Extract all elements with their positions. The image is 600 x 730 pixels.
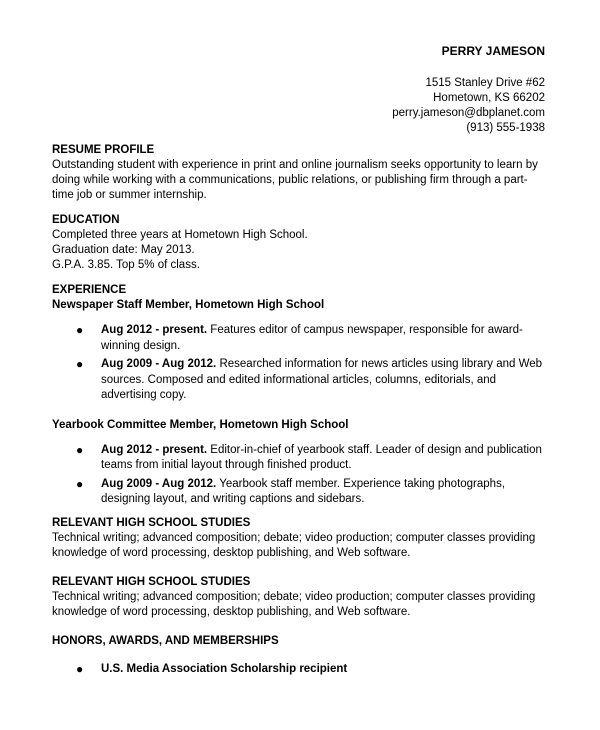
- bullet-icon: ●: [76, 476, 84, 491]
- profile-heading: RESUME PROFILE: [52, 144, 155, 156]
- contact-block: [392, 76, 545, 136]
- studies-heading: RELEVANT HIGH SCHOOL STUDIES: [52, 516, 251, 529]
- bullet-icon: ●: [76, 442, 84, 457]
- education-line: Completed three years at Hometown High School.: [52, 229, 308, 241]
- experience-section: [52, 283, 547, 508]
- item-text: Editor-in-chief of yearbook staff. Leader of design and publication teams from initial layout through finished product.: [101, 443, 542, 471]
- job-bullet-list: [52, 443, 547, 508]
- list-item: [52, 443, 547, 474]
- list-item: [52, 477, 547, 508]
- item-dates: Aug 2009 - Aug 2012.: [101, 477, 217, 490]
- honor-item: U.S. Media Association Scholarship recipient: [101, 662, 348, 675]
- applicant-name: PERRY JAMESON: [441, 44, 545, 58]
- studies-text: Technical writing; advanced composition; debate; video production; computer classes providing knowledge of word processing, desktop publishing, and Web software.: [52, 531, 536, 559]
- list-item: [52, 323, 547, 354]
- studies-section: [52, 575, 547, 620]
- studies-text: Technical writing; advanced composition; debate; video production; computer classes providing knowledge of word processing, desktop publishing, and Web software.: [52, 590, 536, 618]
- job-title: Newspaper Staff Member, Hometown High School: [52, 299, 325, 311]
- education-line: G.P.A. 3.85. Top 5% of class.: [52, 259, 200, 271]
- address-line-2: Hometown, KS 66202: [433, 92, 545, 104]
- email: perry.jameson@dbplanet.com: [392, 107, 545, 119]
- item-dates: Aug 2012 - present.: [101, 443, 208, 456]
- profile-section: [52, 143, 547, 203]
- honors-list: [52, 662, 547, 678]
- education-line: Graduation date: May 2013.: [52, 244, 195, 256]
- studies-heading: RELEVANT HIGH SCHOOL STUDIES: [52, 575, 251, 588]
- education-heading: EDUCATION: [52, 214, 120, 226]
- bullet-icon: ●: [76, 323, 84, 337]
- bullet-icon: ●: [76, 661, 84, 676]
- item-dates: Aug 2012 - present.: [101, 324, 208, 336]
- phone: (913) 555-1938: [466, 122, 545, 134]
- experience-heading: EXPERIENCE: [52, 284, 127, 296]
- item-text: Researched information for news articles using library and Web sources. Composed and edited informational articles, columns, editorials, and advertising copy.: [101, 358, 543, 401]
- job-title: Yearbook Committee Member, Hometown High School: [52, 418, 349, 431]
- item-text: Yearbook staff member. Experience taking photographs, designing layout, and writing captions and sidebars.: [101, 477, 506, 505]
- contact-header: [392, 44, 545, 136]
- education-section: [52, 213, 547, 273]
- item-dates: Aug 2009 - Aug 2012.: [101, 358, 217, 370]
- list-item: [52, 357, 547, 404]
- honors-heading: HONORS, AWARDS, AND MEMBERSHIPS: [52, 634, 279, 647]
- address-line-1: 1515 Stanley Drive #62: [425, 77, 545, 89]
- resume-body: [52, 143, 547, 687]
- job-bullet-list: [52, 323, 547, 404]
- honors-section: [52, 634, 547, 678]
- item-text: Features editor of campus newspaper, responsible for award-winning design.: [101, 324, 523, 352]
- profile-text: Outstanding student with experience in print and online journalism seeks opportunity to learn by doing while working with a communications, public relations, or publishing firm through a part-time job or summer internship.: [52, 159, 538, 201]
- studies-section: [52, 516, 547, 561]
- list-item: [52, 662, 547, 678]
- bullet-icon: ●: [76, 357, 84, 371]
